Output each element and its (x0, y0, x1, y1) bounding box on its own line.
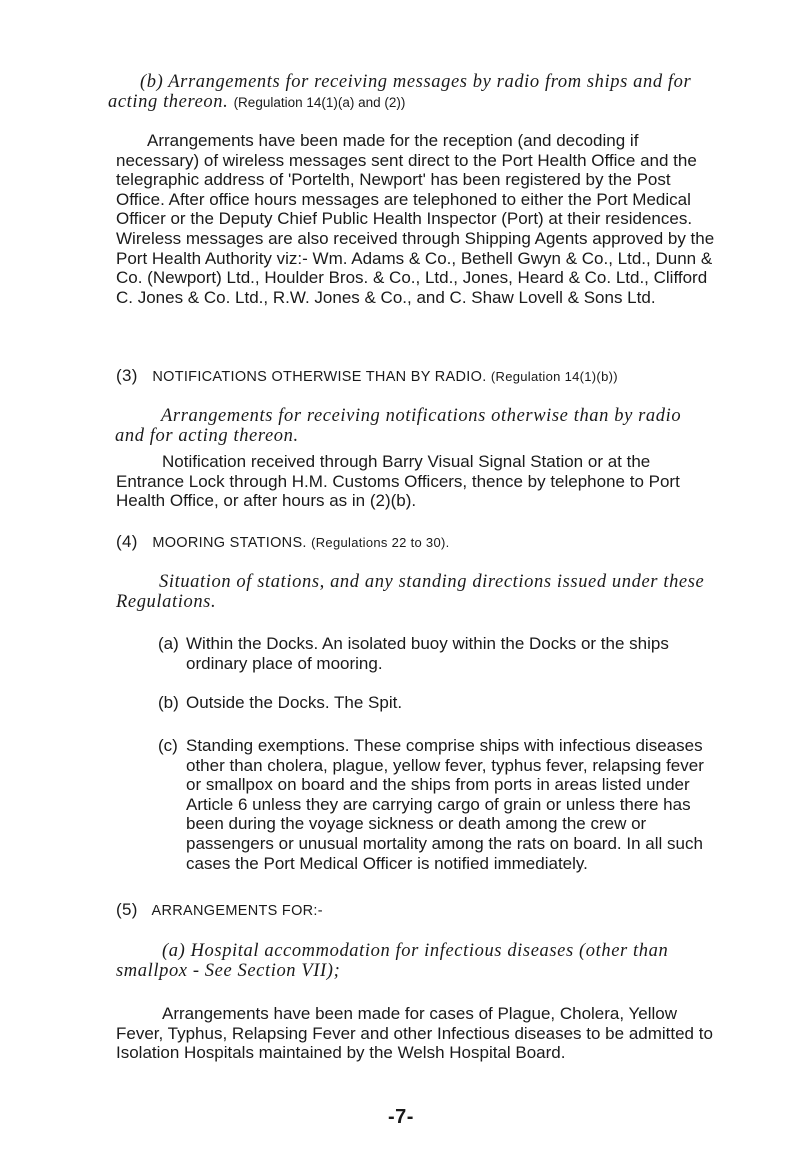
section-b-title (108, 72, 708, 113)
list-item-label: (c) (158, 736, 178, 755)
section-3-number: (3) (116, 366, 138, 385)
section-4-heading (116, 532, 450, 552)
section-3-heading (116, 366, 618, 386)
page-number: -7- (388, 1106, 414, 1128)
section-3-paragraph: Notification received through Barry Visual Signal Station or at the Entrance Lock through H.M. Customs Officers, thence by telephone to Port Health Office, or after hours as in (2)(b). (116, 452, 680, 511)
section-3-subtitle: Arrangements for receiving notifications otherwise than by radio and for acting thereon. (115, 406, 682, 446)
section-b-title-ref: (Regulation 14(1)(a) and (2)) (233, 95, 406, 110)
list-item-text: Within the Docks. An isolated buoy within the Docks or the ships ordinary place of mooring. (186, 634, 669, 673)
section-b-title-text: (b) Arrangements for receiving messages by radio from ships and for acting thereon. (108, 72, 692, 112)
section-5-number: (5) (116, 900, 138, 919)
section-5-heading (116, 900, 323, 920)
section-4-number: (4) (116, 532, 138, 551)
section-4-ref: (Regulations 22 to 30). (311, 535, 450, 550)
section-5-heading-text: ARRANGEMENTS FOR:- (151, 903, 323, 919)
section-3-ref: (Regulation 14(1)(b)) (490, 369, 618, 384)
section-4-heading-text: MOORING STATIONS. (152, 535, 307, 551)
list-item-text: Outside the Docks. The Spit. (186, 693, 403, 712)
section-3-heading-text: NOTIFICATIONS OTHERWISE THAN BY RADIO. (152, 369, 487, 385)
section-4-subtitle: Situation of stations, and any standing directions issued under these Regulations. (116, 572, 705, 612)
section-5-subtitle: (a) Hospital accommodation for infectious diseases (other than smallpox - See Section VII); (116, 941, 669, 981)
section-b-paragraph: Arrangements have been made for the reception (and decoding if necessary) of wireless messages sent direct to the Port Health Office and the telegraphic address of 'Portelth, Newport' has been registered by the Post Office. After office hours messages are telephoned to either the Port Medical Officer or the Deputy Chief Public Health Inspector (Port) at their residences. Wireless messages are also received through Shipping Agents approved by the Port Health Authority viz:- Wm. Adams & Co., Bethell Gwyn & Co., Ltd., Dunn & Co. (Newport) Ltd., Houlder Bros. & Co., Ltd., Jones, Heard & Co. Ltd., Clifford C. Jones & Co. Ltd., R.W. Jones & Co., and C. Shaw Lovell & Sons Ltd. (116, 131, 715, 307)
list-item (158, 693, 728, 715)
list-item-label: (a) (158, 634, 179, 653)
section-5-paragraph: Arrangements have been made for cases of Plague, Cholera, Yellow Fever, Typhus, Relapsing Fever and other Infectious diseases to be admitted to Isolation Hospitals maintained by the Welsh Hospital Board. (116, 1004, 713, 1063)
list-item (158, 736, 728, 886)
list-item-text: Standing exemptions. These comprise ships with infectious diseases other than cholera, plague, yellow fever, typhus fever, relapsing fever or smallpox on board and the ships from ports in areas listed under Article 6 unless they are carrying cargo of grain or unless there has been during the voyage sickness or death among the crew or passengers or unusual mortality among the rats on board. In all such cases the Port Medical Officer is notified immediately. (186, 736, 704, 873)
list-item (158, 634, 728, 679)
list-item-label: (b) (158, 693, 179, 712)
